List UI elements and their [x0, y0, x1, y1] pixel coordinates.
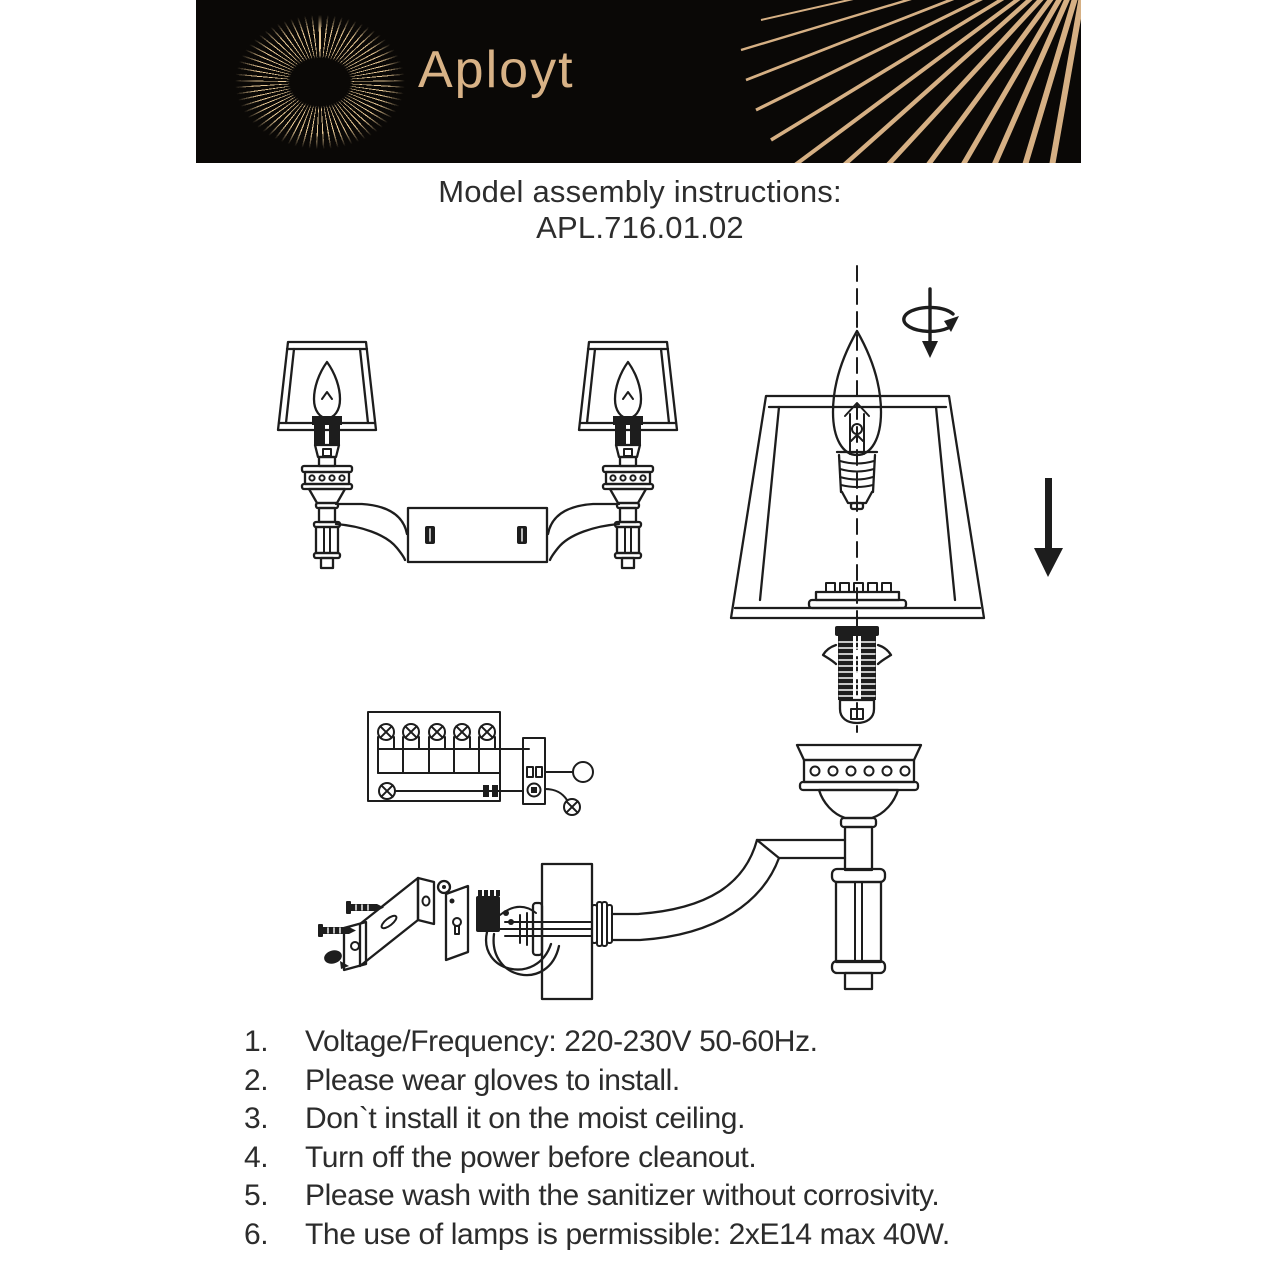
model-code: APL.716.01.02 — [536, 210, 744, 245]
item-text: Please wash with the sanitizer without corrosivity. — [305, 1179, 940, 1213]
item-text: The use of lamps is permissible: 2xE14 max 40W. — [305, 1217, 950, 1251]
instructions-list — [244, 1023, 950, 1255]
rotation-arrow-icon — [904, 289, 959, 358]
item-number: 2. — [244, 1063, 269, 1097]
terminal-block-drawing — [476, 890, 514, 932]
decorative-collar-drawing — [797, 745, 921, 870]
wiring-diagram — [368, 712, 593, 815]
mounting-hardware-drawing — [318, 864, 612, 999]
list-item — [244, 1100, 950, 1139]
down-arrow-icon — [1034, 478, 1063, 577]
terminal-block-symbol — [523, 738, 545, 804]
item-text: Don`t install it on the moist ceiling. — [305, 1102, 746, 1136]
list-item — [244, 1062, 950, 1101]
item-text: Please wear gloves to install. — [305, 1063, 680, 1097]
item-number: 1. — [244, 1025, 269, 1058]
list-item — [244, 1177, 950, 1216]
front-view-drawing — [278, 342, 677, 568]
item-number: 4. — [244, 1140, 269, 1174]
item-number: 5. — [244, 1179, 269, 1213]
brand-wordmark: Aployt — [418, 41, 575, 99]
item-text: Voltage/Frequency: 220-230V 50-60Hz. — [305, 1025, 818, 1058]
exploded-view-drawing — [612, 266, 984, 989]
list-item — [244, 1023, 950, 1062]
bracket-drawing — [344, 878, 434, 970]
page-title: Model assembly instructions: — [438, 174, 842, 209]
backplate-drawing — [438, 881, 468, 960]
item-text: Turn off the power before cleanout. — [305, 1140, 757, 1174]
list-item — [244, 1139, 950, 1178]
lamp-wires — [378, 737, 529, 773]
lamp-symbols — [378, 724, 495, 740]
item-number: 6. — [244, 1217, 269, 1251]
screws-drawing — [318, 901, 384, 969]
item-number: 3. — [244, 1102, 269, 1136]
list-item — [244, 1216, 950, 1255]
